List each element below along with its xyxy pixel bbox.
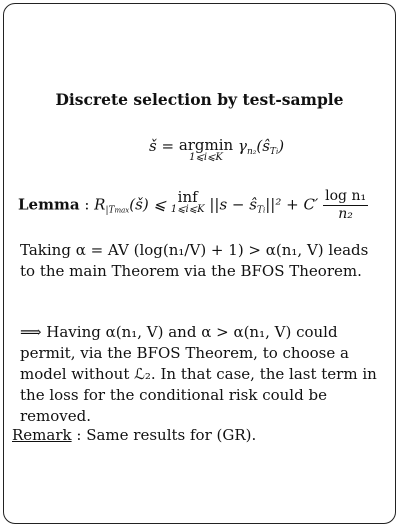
lemma-mid: (š) ⩽	[129, 195, 171, 214]
argmin-formula	[149, 137, 284, 163]
argmin-gamma-sub: n₂	[246, 147, 257, 157]
argmin-arg: (ŝ	[256, 137, 270, 155]
lemma-inf-range: 1⩽i⩽K	[170, 203, 205, 215]
argmin-operator	[179, 137, 233, 163]
lemma-frac-den: n₂	[338, 206, 353, 222]
argmin-arg-subsub: i	[275, 148, 279, 156]
argmin-close: )	[278, 137, 285, 155]
lemma-risk: R	[94, 195, 106, 214]
argmin-arg-sub: T	[269, 147, 276, 157]
remark-label: Remark	[12, 426, 72, 444]
remark-text: : Same results for (GR).	[71, 426, 257, 444]
lemma-label: Lemma	[18, 195, 80, 214]
lemma-norm-sub: T	[256, 205, 263, 216]
slide-title: Discrete selection by test-sample	[55, 90, 344, 109]
lemma-colon: :	[79, 195, 95, 214]
slide-frame	[3, 3, 396, 524]
lemma-fraction	[323, 188, 368, 223]
argmin-gamma: γ	[233, 137, 247, 155]
argmin-label: argmin	[178, 136, 234, 154]
lemma-norm-subsub: i	[262, 206, 266, 215]
lemma-frac-num: log n₁	[325, 188, 367, 204]
lemma-norm-end: ||² + C′	[265, 195, 319, 214]
argmin-range: 1⩽i⩽K	[189, 152, 223, 163]
remark-line	[12, 426, 256, 444]
paragraph-taking-alpha: Taking α = AV (log(n₁/V) + 1) > α(n₁, V) leads to the main Theorem via the BFOS Theorem.	[20, 241, 369, 280]
paragraph-having-alpha: ⟹ Having α(n₁, V) and α > α(n₁, V) could permit, via the BFOS Theorem, to choose a model without ℒ₂. In that case, the last term in the loss for the conditional risk could be removed.	[20, 323, 377, 425]
lemma-inf-label: inf	[177, 187, 198, 206]
lemma-risk-sub: |T	[105, 205, 115, 216]
argmin-lhs: š =	[149, 137, 179, 155]
lemma-inf	[171, 189, 205, 215]
lemma-line	[18, 188, 368, 223]
lemma-norm: ||s − ŝ	[204, 195, 257, 214]
lemma-risk-subsub: max	[114, 206, 130, 215]
